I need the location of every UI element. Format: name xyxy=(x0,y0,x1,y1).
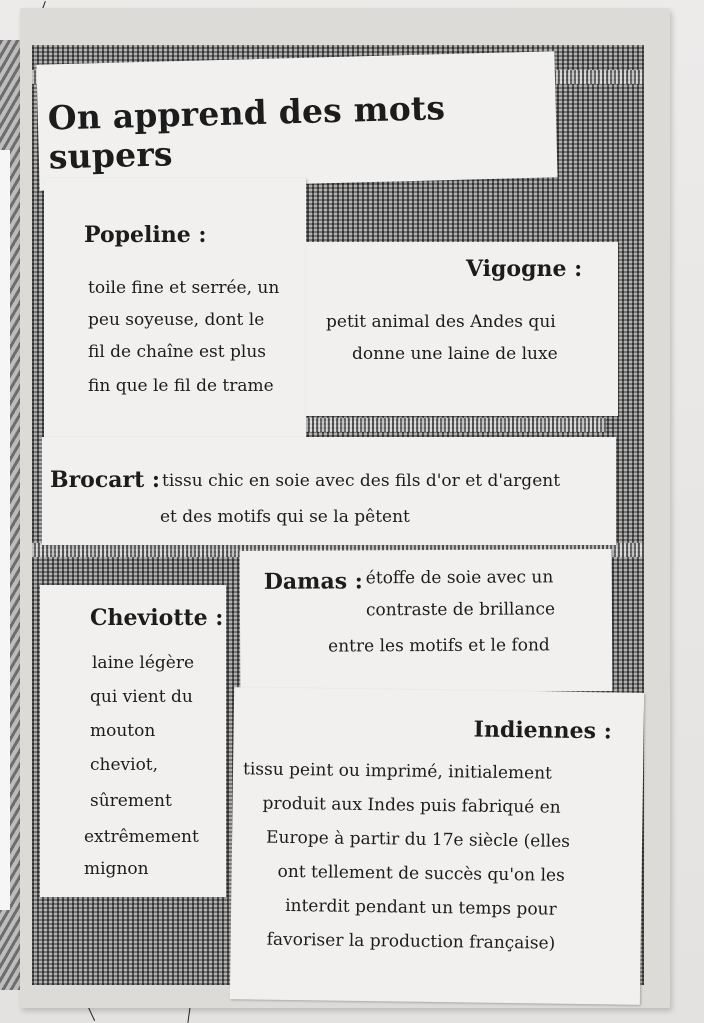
definition-line: fin que le fil de trame xyxy=(88,376,274,396)
definition-line: tissu peint ou imprimé, initialement xyxy=(242,759,553,784)
entry-damas xyxy=(240,549,613,693)
definition-line: cheviot, xyxy=(90,755,159,775)
title-card xyxy=(36,51,557,191)
fabric-stripe xyxy=(306,418,606,432)
definition-line: fil de chaîne est plus xyxy=(88,342,266,362)
definition-line: entre les motifs et le fond xyxy=(328,635,550,657)
definition-line: contraste de brillance xyxy=(365,599,556,621)
term-heading: Indiennes : xyxy=(473,716,612,745)
definition-line: et des motifs qui se la pêtent xyxy=(160,507,410,527)
definition-line: peu soyeuse, dont le xyxy=(88,310,265,330)
term-heading: Popeline : xyxy=(84,222,207,248)
definition-line: favoriser la production française) xyxy=(266,929,556,954)
term-heading: Vigogne : xyxy=(466,256,583,282)
definition-line: donne une laine de luxe xyxy=(352,344,558,364)
entry-popeline xyxy=(44,178,306,446)
term-heading: Cheviotte : xyxy=(90,605,224,631)
definition-line: ont tellement de succès qu'on les xyxy=(277,861,565,886)
entry-cheviotte xyxy=(40,585,226,897)
definition-line: étoffe de soie avec un xyxy=(365,567,554,589)
entry-indiennes xyxy=(230,687,644,1005)
entry-brocart xyxy=(42,437,616,545)
page-title: On apprend des mots supers xyxy=(47,88,446,177)
term-heading: Damas : xyxy=(263,568,363,595)
definition-line: petit animal des Andes qui xyxy=(326,312,556,332)
definition-line: qui vient du xyxy=(90,687,193,707)
definition-line: extrêmement xyxy=(84,827,199,847)
definition-line: sûrement xyxy=(90,791,172,811)
definition-line: mignon xyxy=(84,859,149,879)
definition-line: toile fine et serrée, un xyxy=(88,278,280,298)
definition-line: laine légère xyxy=(92,653,195,673)
entry-vigogne xyxy=(306,242,618,416)
definition-line: Europe à partir du 17e siècle (elles xyxy=(265,827,571,852)
definition-line: produit aux Indes puis fabriqué en xyxy=(262,793,561,818)
term-heading: Brocart : xyxy=(50,467,161,493)
definition-line: tissu chic en soie avec des fils d'or et d'argent xyxy=(162,471,561,491)
definition-line: interdit pendant un temps pour xyxy=(285,895,557,920)
definition-line: mouton xyxy=(90,721,156,741)
